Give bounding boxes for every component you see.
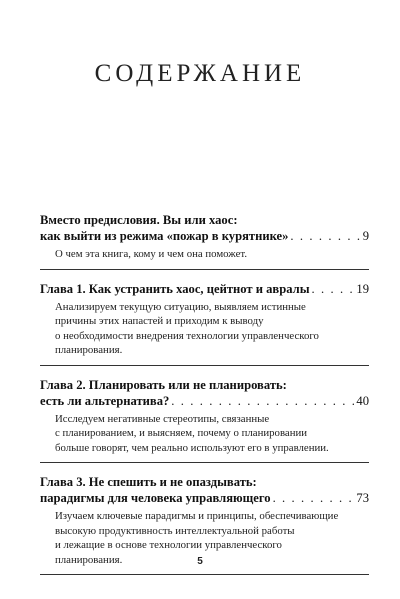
toc-page-number: 9 (362, 229, 369, 243)
dot-leader (171, 393, 354, 409)
toc-heading-line (40, 474, 369, 490)
toc-entry-description (40, 409, 369, 464)
toc-heading-text: Вместо предисловия. Вы или хаос: (40, 213, 238, 227)
description-line: Исследуем негативные стереотипы, связанные (55, 412, 270, 425)
description-line: высокую продуктивность интеллектуальной работы (55, 524, 295, 537)
table-of-contents (40, 212, 369, 586)
toc-heading-line (40, 212, 369, 228)
toc-entry-chapter-1 (40, 281, 369, 366)
page-number: 5 (197, 556, 203, 567)
toc-heading-line (40, 377, 369, 393)
toc-heading-text: парадигмы для человека управляющего (40, 491, 271, 505)
toc-heading-line (40, 490, 369, 506)
toc-entry-heading (40, 212, 369, 244)
toc-entry-heading (40, 377, 369, 409)
toc-heading-text: Глава 2. Планировать или не планировать: (40, 377, 287, 392)
toc-entry-preface (40, 212, 369, 270)
toc-entry-heading (40, 474, 369, 506)
description-line: больше говорят, чем реально используют его в управлении. (55, 441, 329, 454)
toc-heading-text: есть ли альтернатива? (40, 393, 170, 408)
toc-page-number: 73 (356, 491, 369, 505)
toc-heading-line (40, 281, 369, 297)
toc-page-number: 40 (356, 393, 369, 408)
description-line: причины этих напастей и приходим к выводу (55, 315, 264, 327)
dot-leader (290, 228, 360, 244)
toc-heading-text: Глава 3. Не спешить и не опаздывать: (40, 475, 257, 489)
description-line: с планированием, и выясняем, почему о планировании (55, 427, 308, 439)
toc-heading-line (40, 228, 369, 244)
toc-heading-text: Глава 1. Как устранить хаос, цейтнот и авралы (40, 281, 310, 296)
description-line: планирования. (55, 344, 123, 356)
dot-leader (273, 490, 355, 506)
description-line: о необходимости внедрения технологии управленческого (55, 329, 319, 342)
description-line: Анализируем текущую ситуацию, выявляем истинные (55, 300, 306, 313)
toc-entry-chapter-2 (40, 377, 369, 464)
description-line: планирования. (55, 553, 123, 566)
description-line: Изучаем ключевые парадигмы и принципы, обеспечивающие (55, 510, 339, 522)
toc-heading-text: как выйти из режима «пожар в курятнике» (40, 229, 289, 243)
description-line: и лежащие в основе технологии управленческого (55, 539, 282, 551)
toc-entry-description (40, 244, 369, 270)
dot-leader (312, 281, 355, 297)
toc-entry-heading (40, 281, 369, 297)
description-line: О чем эта книга, кому и чем она поможет. (55, 248, 248, 260)
toc-page-number: 19 (356, 281, 369, 296)
toc-entry-description (40, 297, 369, 366)
page-title: СОДЕРЖАНИЕ (94, 60, 306, 87)
toc-heading-line (40, 393, 369, 409)
